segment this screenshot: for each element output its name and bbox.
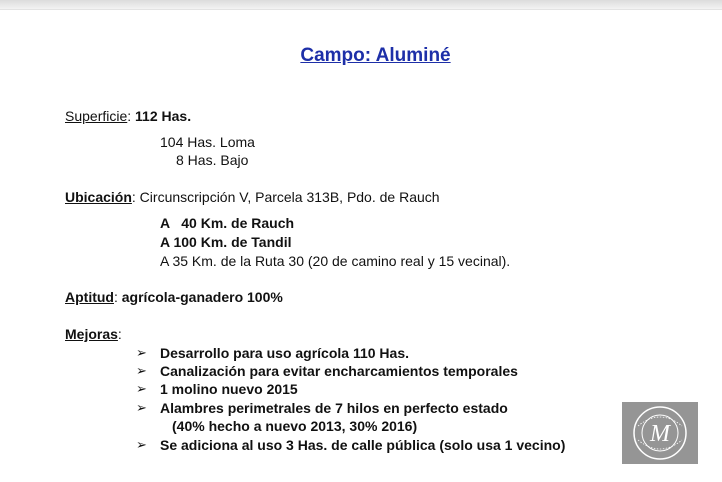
ubicacion-line <box>65 188 440 206</box>
arrow-bullet-icon: ➢ <box>136 363 147 378</box>
superficie-line <box>65 107 191 125</box>
top-edge-bar <box>0 0 722 10</box>
arrow-bullet-icon: ➢ <box>136 437 147 452</box>
logo-seal-icon <box>622 402 698 464</box>
mejora-item: Se adiciona al uso 3 Has. de calle pública (solo usa 1 vecino) <box>160 437 566 453</box>
aptitud-label: Aptitud <box>65 289 114 305</box>
mejora-item: Desarrollo para uso agrícola 110 Has. <box>160 345 410 361</box>
superficie-label: Superficie <box>65 108 128 124</box>
svg-text:M: M <box>650 421 670 447</box>
distance-rauch: A 40 Km. de Rauch <box>160 215 295 231</box>
distance-ruta: A 35 Km. de la Ruta 30 (20 de camino real y 15 vecinal). <box>160 253 511 269</box>
arrow-bullet-icon: ➢ <box>136 400 147 415</box>
ubicacion-label: Ubicación <box>65 189 132 205</box>
mejoras-line <box>65 325 122 343</box>
mejora-item: Alambres perimetrales de 7 hilos en perfecto estado <box>160 400 508 416</box>
superficie-colon: : <box>127 108 132 124</box>
aptitud-value: agrícola-ganadero 100% <box>121 289 283 305</box>
page-title: Campo: Aluminé <box>300 45 451 66</box>
mejoras-label: Mejoras <box>65 326 118 342</box>
ubicacion-value: : Circunscripción V, Parcela 313B, Pdo. de Rauch <box>131 189 440 205</box>
aptitud-colon: : <box>113 289 118 305</box>
company-logo <box>622 402 698 464</box>
mejora-item: Canalización para evitar encharcamientos temporales <box>160 363 518 379</box>
superficie-bajo: 8 Has. Bajo <box>176 152 249 168</box>
mejora-item: 1 molino nuevo 2015 <box>160 381 298 397</box>
arrow-bullet-icon: ➢ <box>136 345 147 360</box>
distance-tandil: A 100 Km. de Tandil <box>160 234 292 250</box>
superficie-value: 112 Has. <box>135 108 192 124</box>
superficie-loma: 104 Has. Loma <box>160 134 255 150</box>
aptitud-line <box>65 288 283 306</box>
mejora-item-note: (40% hecho a nuevo 2013, 30% 2016) <box>172 418 418 434</box>
arrow-bullet-icon: ➢ <box>136 381 147 396</box>
mejoras-colon: : <box>117 326 122 342</box>
